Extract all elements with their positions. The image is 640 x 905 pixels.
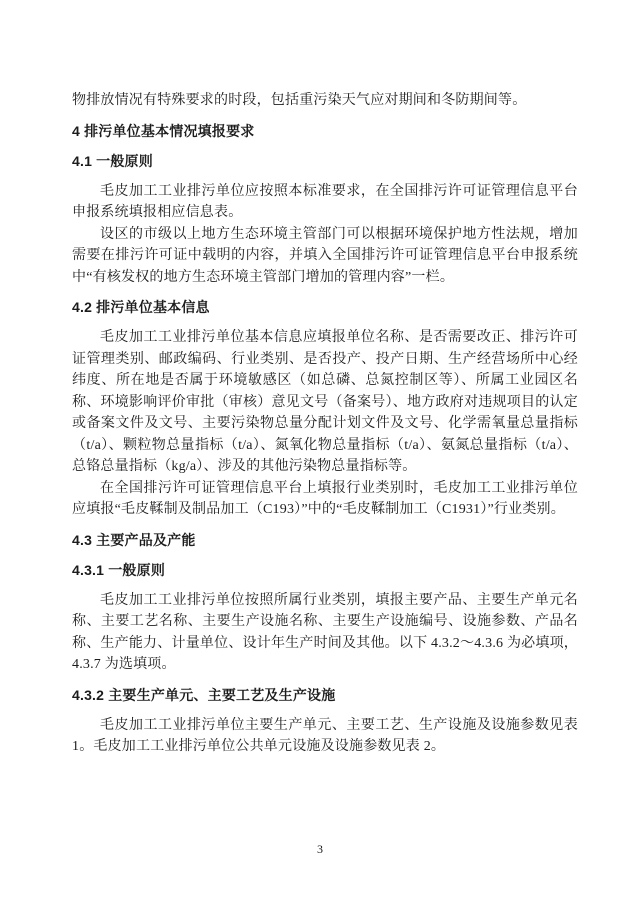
- page-number: 3: [317, 842, 323, 856]
- heading-section-4-3-2: 4.3.2 主要生产单元、主要工艺及生产设施: [72, 686, 336, 703]
- paragraph: 毛皮加工工业排污单位主要生产单元、主要工艺、生产设施及设施参数见表 1。毛皮加工工业排污单位公共单元设施及设施参数见表 2。: [72, 717, 578, 754]
- paragraph: 毛皮加工工业排污单位基本信息应填报单位名称、是否需要改正、排污许可证管理类别、邮政编码、行业类别、是否投产、投产日期、生产经营场所中心经纬度、所在地是否属于环境敏感区（如总磷、总氮控制区等）、所属工业园区名称、环境影响评价审批（审核）意见文号（备案号）、地方政府对违规项目的认定或备案文件及文号、主要污染物总量分配计划文件及文号、化学需氧量总量指标（t/a）、颗粒物总量指标（t/a）、氮氧化物总量指标（t/a）、氨氮总量指标（t/a）、总铬总量指标（kg/a）、涉及的其他污染物总量指标等。: [72, 330, 578, 474]
- paragraph: 毛皮加工工业排污单位按照所属行业类别，填报主要产品、主要生产单元名称、主要工艺名称、主要生产设施名称、主要生产设施编号、设施参数、产品名称、生产能力、计量单位、设计年生产时间及其他。以下 4.3.2～4.3.6 为必填项，4.3.7 为选填项。: [72, 592, 578, 672]
- heading-section-4-2: 4.2 排污单位基本信息: [72, 299, 210, 315]
- heading-section-4-3: 4.3 主要产品及产能: [72, 531, 196, 548]
- heading-section-4: 4 排污单位基本情况填报要求: [72, 122, 255, 139]
- paragraph-continuation: 物排放情况有特殊要求的时段，包括重污染天气应对期间和冬防期间等。: [72, 93, 527, 108]
- paragraph: 在全国排污许可证管理信息平台上填报行业类别时，毛皮加工工业排污单位应填报“毛皮鞣制及制品加工（C193）”中的“毛皮鞣制加工（C1931）”行业类别。: [72, 480, 578, 517]
- document-body: [72, 90, 578, 758]
- heading-section-4-3-1: 4.3.1 一般原则: [72, 561, 166, 578]
- heading-section-4-1: 4.1 一般原则: [72, 152, 153, 169]
- paragraph: 设区的市级以上地方生态环境主管部门可以根据环境保护地方性法规，增加需要在排污许可证中载明的内容，并填入全国排污许可证管理信息平台申报系统中“有核发权的地方生态环境主管部门增加的管理内容”一栏。: [72, 226, 578, 285]
- paragraph: 毛皮加工工业排污单位应按照本标准要求，在全国排污许可证管理信息平台申报系统填报相应信息表。: [72, 183, 578, 220]
